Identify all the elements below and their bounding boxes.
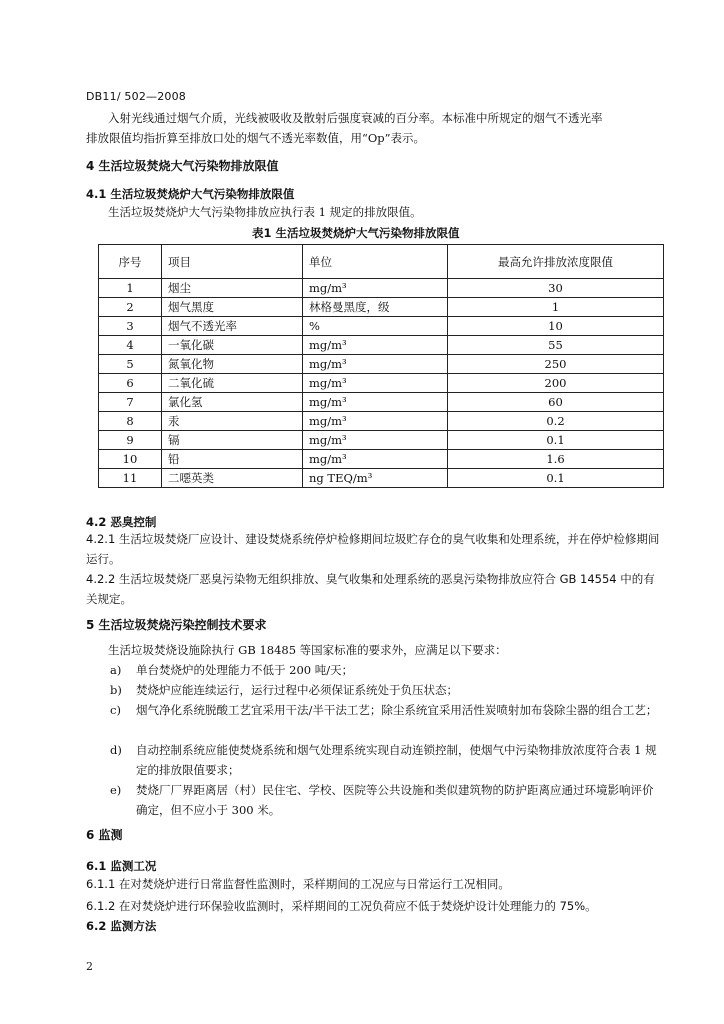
requirement-item-b (110, 680, 458, 700)
row-limit: 0.1 (448, 469, 664, 488)
row-item: 镉 (162, 431, 303, 450)
row-unit: mg/m³ (303, 393, 448, 412)
table-row (99, 393, 664, 412)
page-number: 2 (86, 960, 93, 973)
section-6-2-title: 6.2 监测方法 (86, 919, 157, 933)
item-text: 烟气净化系统脱酸工艺宜采用干法/半干法工艺；除尘系统宜采用活性炭喷射加布袋除尘器的组合工艺； (136, 703, 658, 717)
section-4-2-title: 4.2 恶臭控制 (86, 515, 157, 529)
row-item: 汞 (162, 412, 303, 431)
item-label: d) (110, 743, 122, 757)
row-item: 一氧化碳 (162, 336, 303, 355)
table-row (99, 431, 664, 450)
header-no: 序号 (99, 245, 162, 279)
section-4-heading: 4 生活垃圾焚烧大气污染物排放限值 (86, 159, 279, 173)
row-limit: 1 (448, 298, 664, 317)
intro-line-2: 排放限值均指折算至排放口处的烟气不透光率数值，用“Op”表示。 (86, 131, 426, 145)
standard-code-header: DB11/ 502—2008 (86, 90, 187, 103)
table-caption: 表1 生活垃圾焚烧炉大气污染物排放限值 (252, 226, 460, 240)
row-unit: % (303, 317, 448, 336)
row-item: 铅 (162, 450, 303, 469)
row-limit: 55 (448, 336, 664, 355)
item-label: a) (110, 663, 122, 677)
row-item: 二氧化硫 (162, 374, 303, 393)
row-limit: 30 (448, 279, 664, 298)
row-limit: 250 (448, 355, 664, 374)
header-unit: 单位 (303, 245, 448, 279)
section-6-heading: 6 监测 (86, 828, 123, 842)
header-item: 项目 (162, 245, 303, 279)
row-unit: 林格曼黑度，级 (303, 298, 448, 317)
item-text: 单台焚烧炉的处理能力不低于 200 吨/天； (136, 663, 354, 677)
row-item: 烟气不透光率 (162, 317, 303, 336)
table-row (99, 469, 664, 488)
clause-4-2-2: 4.2.2 生活垃圾焚烧厂恶臭污染物无组织排放、臭气收集和处理系统的恶臭污染物排放应符合 GB 14554 中的有关规定。 (86, 572, 655, 606)
intro-line-1: 入射光线通过烟气介质，光线被吸收及散射后强度衰减的百分率。本标准中所规定的烟气不透光率 (108, 111, 603, 125)
row-item: 氮氧化物 (162, 355, 303, 374)
row-no: 1 (99, 279, 162, 298)
clause-6-1-2: 6.1.2 在对焚烧炉进行环保验收监测时，采样期间的工况负荷应不低于焚烧炉设计处理能力的 75%。 (86, 899, 597, 913)
row-unit: mg/m³ (303, 374, 448, 393)
row-limit: 60 (448, 393, 664, 412)
row-item: 氯化氢 (162, 393, 303, 412)
row-no: 10 (99, 450, 162, 469)
header-limit: 最高允许排放浓度限值 (448, 245, 664, 279)
row-unit: mg/m³ (303, 412, 448, 431)
row-item: 烟气黑度 (162, 298, 303, 317)
requirement-item-e (110, 780, 662, 820)
row-no: 7 (99, 393, 162, 412)
section-6-1-title: 6.1 监测工况 (86, 859, 157, 873)
row-item: 烟尘 (162, 279, 303, 298)
row-no: 9 (99, 431, 162, 450)
row-limit: 0.1 (448, 431, 664, 450)
table-row (99, 317, 664, 336)
table-row (99, 336, 664, 355)
row-no: 4 (99, 336, 162, 355)
item-text: 焚烧厂厂界距离居（村）民住宅、学校、医院等公共设施和类似建筑物的防护距离应通过环境影响评价确定，但不应小于 300 米。 (136, 783, 654, 817)
section-5-intro: 生活垃圾焚烧设施除执行 GB 18485 等国家标准的要求外，应满足以下要求： (108, 643, 507, 657)
section-4-1-title: 4.1 生活垃圾焚烧炉大气污染物排放限值 (86, 187, 295, 201)
table-row (99, 412, 664, 431)
item-text: 自动控制系统应能使焚烧系统和烟气处理系统实现自动连锁控制，使烟气中污染物排放浓度符合表 1 规定的排放限值要求； (136, 743, 657, 777)
table-row (99, 298, 664, 317)
requirement-item-a (110, 660, 353, 680)
table-row (99, 355, 664, 374)
table-row (99, 450, 664, 469)
row-no: 3 (99, 317, 162, 336)
row-no: 11 (99, 469, 162, 488)
row-no: 6 (99, 374, 162, 393)
row-no: 5 (99, 355, 162, 374)
row-no: 2 (99, 298, 162, 317)
emission-limits-table (98, 244, 664, 488)
row-limit: 0.2 (448, 412, 664, 431)
row-item: 二噁英类 (162, 469, 303, 488)
table-row (99, 279, 664, 298)
requirement-item-c (110, 700, 662, 720)
requirement-item-d (110, 740, 662, 780)
table-row (99, 374, 664, 393)
item-label: b) (110, 683, 122, 697)
row-unit: mg/m³ (303, 336, 448, 355)
row-limit: 10 (448, 317, 664, 336)
section-4-1-text: 生活垃圾焚烧炉大气污染物排放应执行表 1 规定的排放限值。 (108, 205, 422, 219)
clause-4-2-1: 4.2.1 生活垃圾焚烧厂应设计、建设焚烧系统停炉检修期间垃圾贮存仓的臭气收集和处理系统，并在停炉检修期间运行。 (86, 532, 660, 566)
table-header-row (99, 245, 664, 279)
clause-6-1-1: 6.1.1 在对焚烧炉进行日常监督性监测时，采样期间的工况应与日常运行工况相同。 (86, 877, 510, 891)
item-label: e) (110, 783, 122, 797)
row-unit: mg/m³ (303, 279, 448, 298)
item-label: c) (110, 703, 121, 717)
item-text: 焚烧炉应能连续运行，运行过程中必须保证系统处于负压状态； (136, 683, 458, 697)
row-unit: mg/m³ (303, 450, 448, 469)
row-unit: ng TEQ/m³ (303, 469, 448, 488)
section-5-heading: 5 生活垃圾焚烧污染控制技术要求 (86, 618, 267, 632)
row-limit: 1.6 (448, 450, 664, 469)
row-unit: mg/m³ (303, 355, 448, 374)
row-unit: mg/m³ (303, 431, 448, 450)
row-limit: 200 (448, 374, 664, 393)
row-no: 8 (99, 412, 162, 431)
